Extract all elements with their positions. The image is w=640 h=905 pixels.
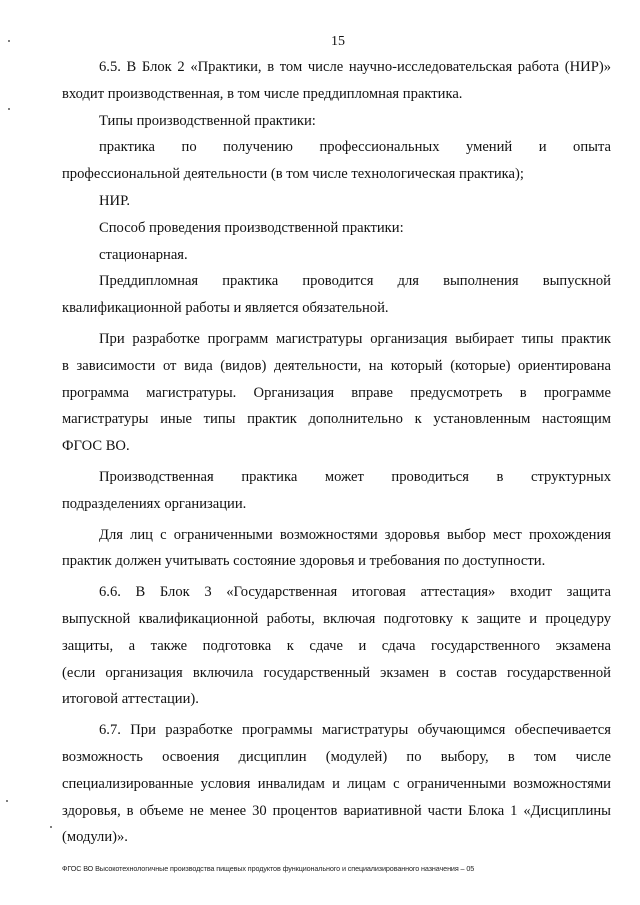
page-number: 15 bbox=[331, 34, 345, 49]
paragraph-line: Производственная практика может проводиться в структурных bbox=[99, 468, 611, 485]
paragraph-line: здоровья, в объеме не менее 30 процентов вариативной части Блока 1 «Дисциплины bbox=[62, 802, 611, 819]
paragraph-line: входит производственная, в том числе преддипломная практика. bbox=[62, 85, 463, 102]
paragraph: НИР. bbox=[99, 192, 131, 209]
paragraph: Типы производственной практики: bbox=[99, 112, 316, 129]
paragraph-line: 6.6. В Блок 3 «Государственная итоговая аттестация» входит защита bbox=[99, 584, 611, 601]
paragraph-line: профессиональной деятельности (в том числе технологическая практика); bbox=[62, 166, 524, 183]
paragraph-line: 6.5. В Блок 2 «Практики, в том числе научно-исследовательская работа (НИР)» bbox=[99, 59, 611, 75]
page-footer: ФГОС ВО Высокотехнологичные производства пищевых продуктов функционального и специализированного назначения – 05 bbox=[62, 864, 475, 873]
paragraph-line: практик должен учитывать состояние здоровья и требования по доступности. bbox=[62, 553, 546, 570]
paragraph-line: защиты, а также подготовка к сдаче и сдача государственного экзамена bbox=[62, 637, 611, 654]
paragraph-line: При разработке программ магистратуры организация выбирает типы практик bbox=[99, 330, 611, 347]
paragraph-line: возможность освоения дисциплин (модулей) по выбору, в том числе bbox=[62, 748, 611, 765]
scan-mark bbox=[8, 40, 10, 42]
scan-mark bbox=[8, 108, 10, 110]
paragraph-line: (если организация включила государственный экзамен в состав государственной bbox=[62, 664, 611, 681]
paragraph-line: 6.7. При разработке программы магистратуры обучающимся обеспечивается bbox=[99, 722, 611, 739]
paragraph: Способ проведения производственной практики: bbox=[99, 219, 404, 236]
paragraph-line: Для лиц с ограниченными возможностями здоровья выбор мест прохождения bbox=[99, 526, 611, 543]
paragraph-line: ФГОС ВО. bbox=[62, 438, 130, 455]
paragraph-line: Преддипломная практика проводится для выполнения выпускной bbox=[99, 273, 611, 290]
scan-mark bbox=[6, 800, 8, 802]
document-body bbox=[62, 54, 611, 851]
paragraph-line: квалификационной работы и является обязательной. bbox=[62, 300, 389, 317]
paragraph: стационарная. bbox=[99, 246, 188, 263]
paragraph-line: подразделениях организации. bbox=[62, 495, 247, 512]
paragraph-line: магистратуры иные типы практик дополнительно к установленным настоящим bbox=[62, 411, 611, 428]
scan-mark bbox=[50, 826, 52, 828]
paragraph-line: итоговой аттестации). bbox=[62, 691, 199, 708]
paragraph-line: выпускной квалификационной работы, включая подготовку к защите и процедуру bbox=[62, 610, 611, 627]
paragraph-line: программа магистратуры. Организация вправе предусмотреть в программе bbox=[62, 384, 611, 401]
paragraph-line: в зависимости от вида (видов) деятельности, на который (которые) ориентирована bbox=[62, 357, 611, 374]
paragraph-line: (модули)». bbox=[62, 829, 128, 846]
paragraph-line: специализированные условия инвалидам и лицам с ограниченными возможностями bbox=[62, 775, 611, 792]
paragraph-line: практика по получению профессиональных умений и опыта bbox=[99, 139, 611, 156]
